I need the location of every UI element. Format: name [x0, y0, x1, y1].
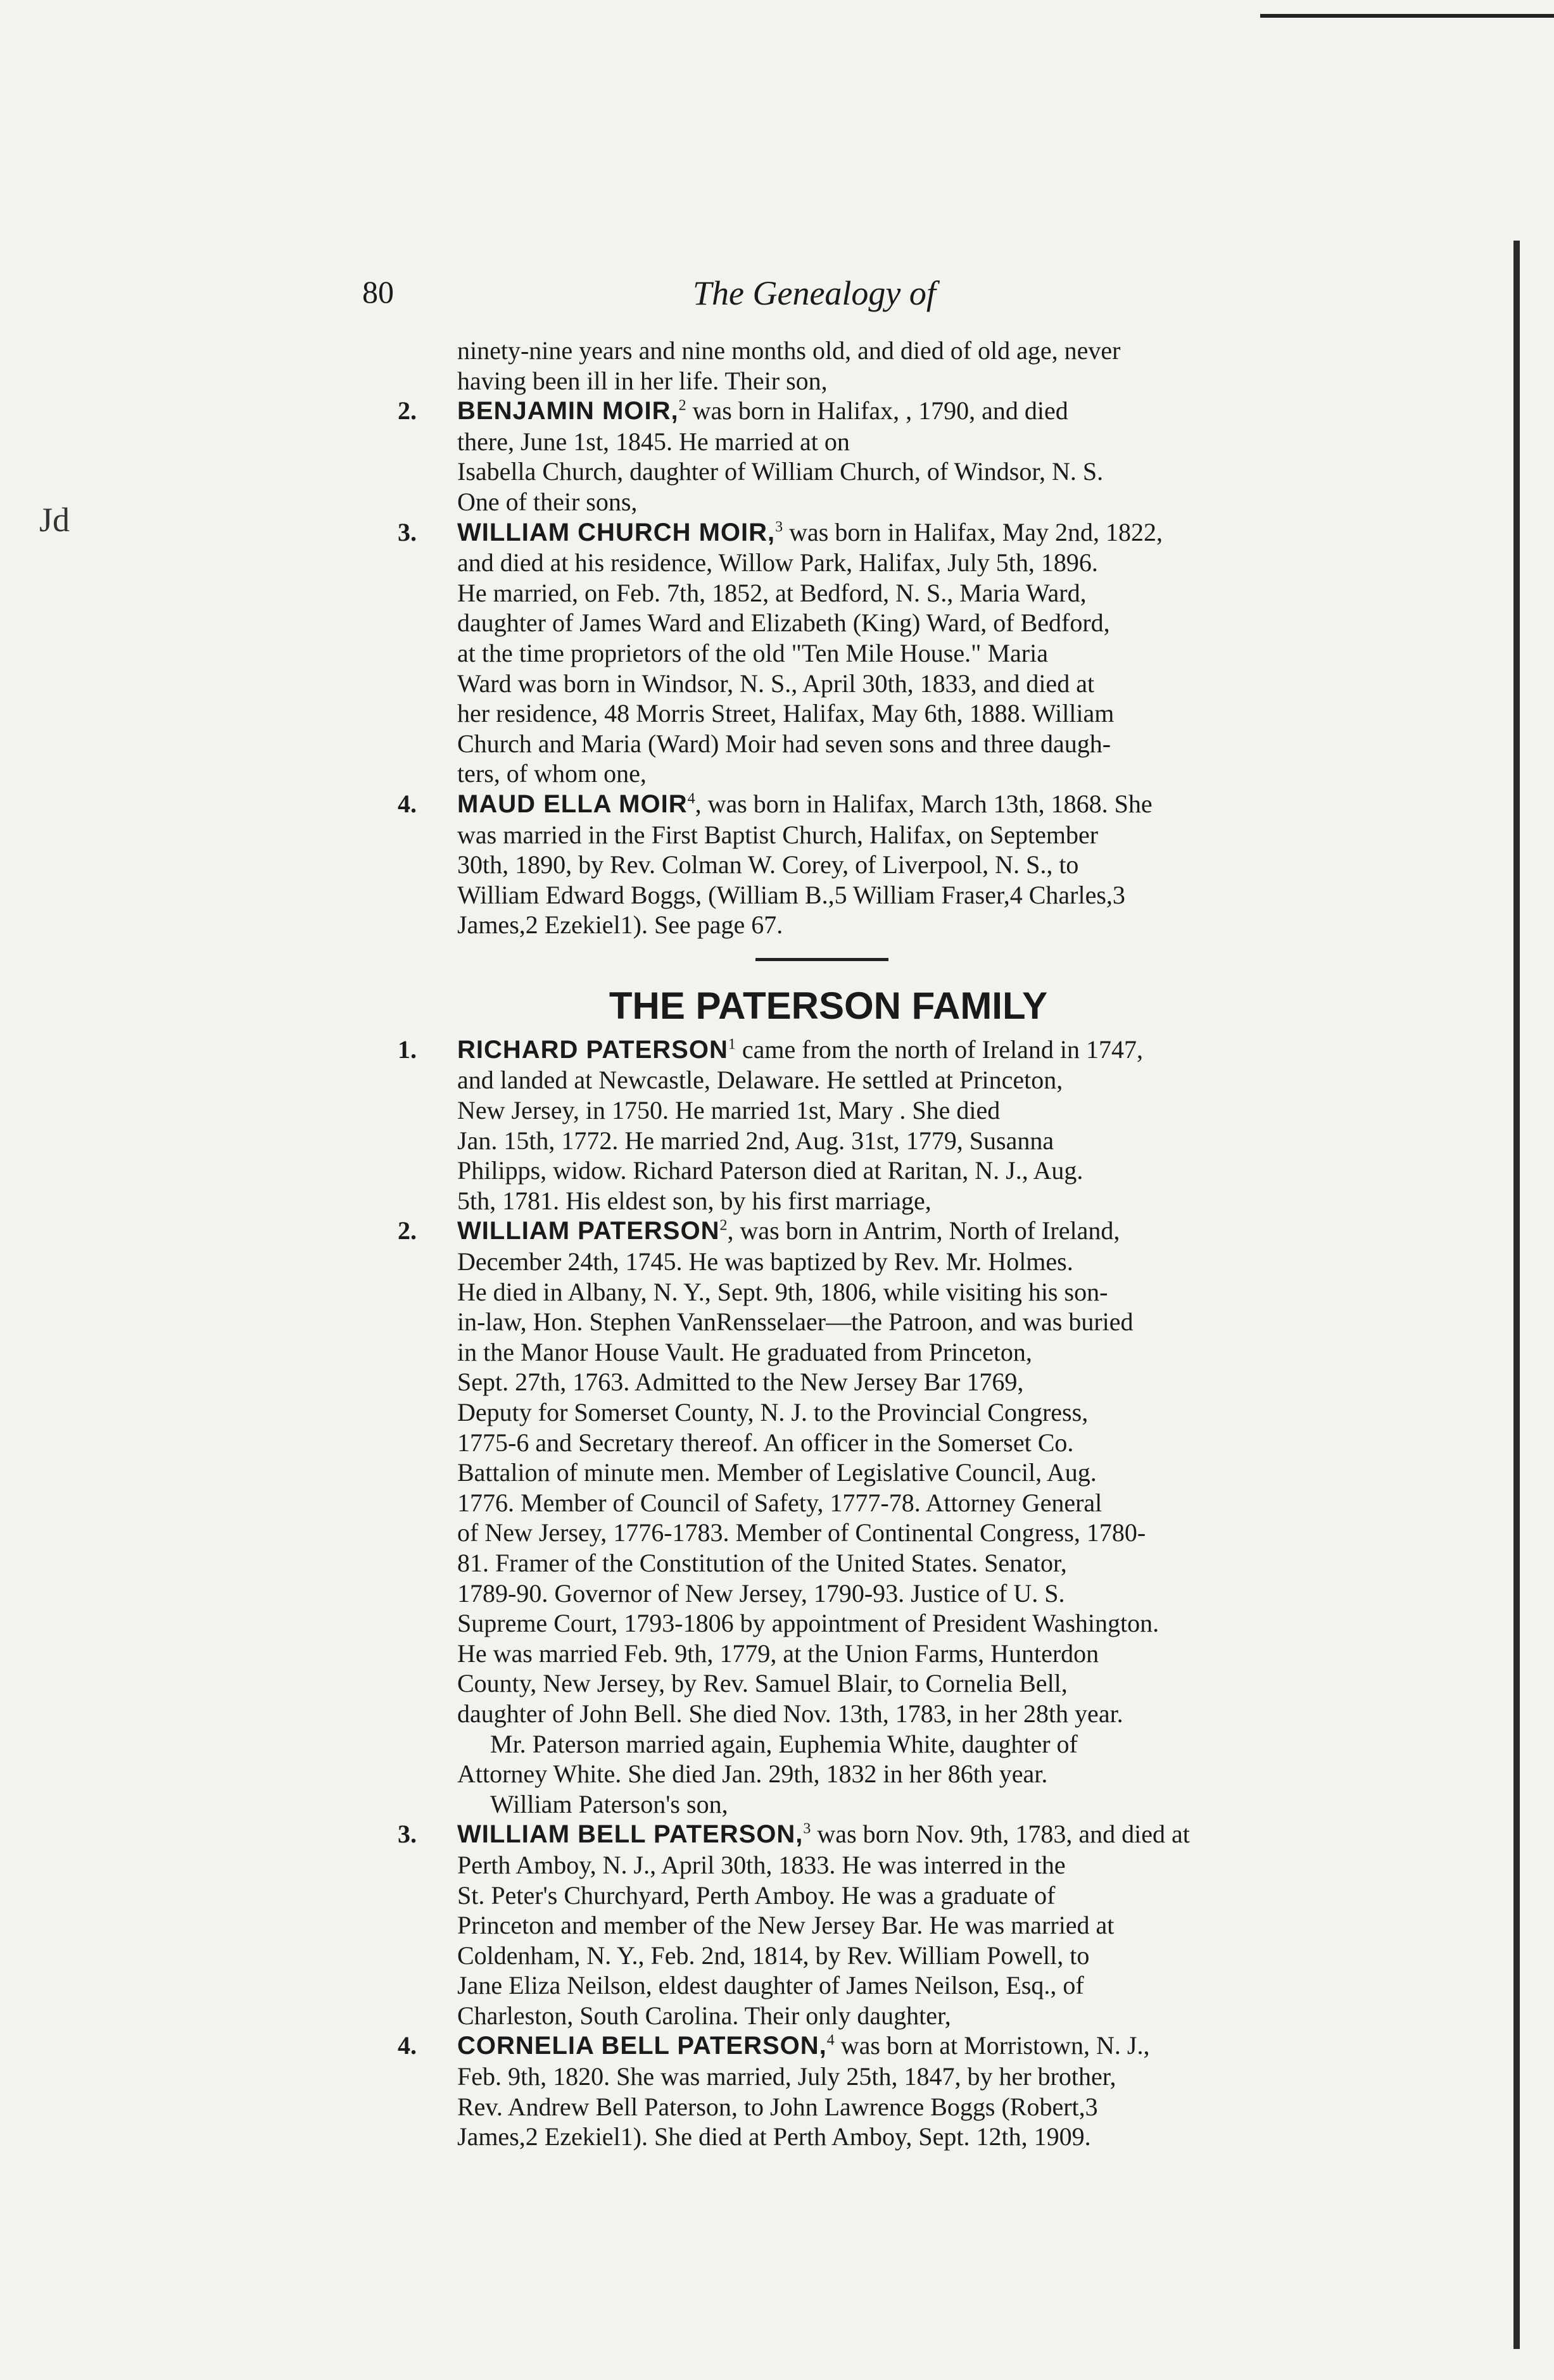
running-title: The Genealogy of [693, 274, 936, 312]
text-line: was married in the First Baptist Church, Halifax, on September [457, 820, 1099, 849]
text-line: James,2 Ezekiel1). See page 67. [457, 910, 783, 940]
generation-number: 3 [803, 1820, 811, 1837]
text-line: in the Manor House Vault. He graduated from Princeton, [457, 1337, 1032, 1366]
text-line: and died at his residence, Willow Park, Halifax, July 5th, 1896. [457, 548, 1098, 577]
person-name: WILLIAM PATERSON [457, 1217, 720, 1245]
genealogy-entry [398, 1035, 1373, 1216]
text-line: 1789-90. Governor of New Jersey, 1790-93. Justice of U. S. [457, 1578, 1065, 1608]
text-line: He died in Albany, N. Y., Sept. 9th, 1806, while visiting his son- [457, 1277, 1108, 1306]
text-line: WILLIAM BELL PATERSON,$^3$ was born Nov. 9th, 1783, and died at [457, 1820, 1190, 1849]
text-line: One of their sons, [457, 487, 638, 516]
text-line: Jane Eliza Neilson, eldest daughter of James Neilson, Esq., of [457, 1971, 1084, 2000]
genealogy-entry [398, 789, 1373, 940]
text-line: Supreme Court, 1793-1806 by appointment of President Washington. [457, 1609, 1159, 1638]
text-line: Princeton and member of the New Jersey Bar. He was married at [457, 1911, 1115, 1940]
entry-number: 3. [398, 517, 417, 546]
text-line: William Paterson's son, [490, 1789, 728, 1818]
intro-paragraph [398, 336, 1373, 396]
text-line: Feb. 9th, 1820. She was married, July 25th, 1847, by her brother, [457, 2062, 1116, 2091]
entry-number: 2. [398, 396, 417, 425]
text-line: MAUD ELLA MOIR$^4$, was born in Halifax, March 13th, 1868. She [457, 789, 1153, 818]
page-body [398, 336, 1373, 2152]
text-line: WILLIAM PATERSON$^2$, was born in Antrim, North of Ireland, [457, 1216, 1120, 1245]
genealogy-entry [398, 2031, 1373, 2151]
text-line: 1776. Member of Council of Safety, 1777-78. Attorney General [457, 1488, 1102, 1517]
text-line: December 24th, 1745. He was baptized by Rev. Mr. Holmes. [457, 1247, 1073, 1276]
entry-number: 2. [398, 1216, 417, 1245]
text-line: Attorney White. She died Jan. 29th, 1832 in her 86th year. [457, 1760, 1048, 1789]
section-title: THE PATERSON FAMILY [609, 984, 1048, 1027]
text-line: WILLIAM CHURCH MOIR,$^3$ was born in Halifax, May 2nd, 1822, [457, 517, 1163, 546]
person-name: WILLIAM BELL PATERSON, [457, 1820, 804, 1849]
moir-entries [398, 396, 1373, 940]
text-line: having been ill in her life. Their son, [457, 366, 828, 395]
text-line: Perth Amboy, N. J., April 30th, 1833. He was interred in the [457, 1850, 1066, 1879]
text-line: 30th, 1890, by Rev. Colman W. Corey, of Liverpool, N. S., to [457, 850, 1079, 879]
text-line: 81. Framer of the Constitution of the United States. Senator, [457, 1548, 1067, 1577]
text-line: ters, of whom one, [457, 759, 647, 788]
paterson-entries [398, 1035, 1373, 2152]
text-line: James,2 Ezekiel1). She died at Perth Amboy, Sept. 12th, 1909. [457, 2122, 1091, 2151]
text-line: her residence, 48 Morris Street, Halifax, May 6th, 1888. William [457, 699, 1115, 728]
page-header [362, 274, 1363, 318]
text-line: there, June 1st, 1845. He married at on [457, 427, 850, 456]
text-line: Deputy for Somerset County, N. J. to the Provincial Congress, [457, 1398, 1089, 1426]
entry-number: 1. [398, 1035, 417, 1064]
text-line: BENJAMIN MOIR,$^2$ was born in Halifax, , 1790, and died [457, 396, 1068, 425]
generation-number: 2 [719, 1218, 728, 1235]
text-line: Jan. 15th, 1772. He married 2nd, Aug. 31st, 1779, Susanna [457, 1126, 1054, 1155]
margin-annotation: Jd [39, 501, 70, 539]
person-name: MAUD ELLA MOIR [457, 790, 688, 818]
text-line: Battalion of minute men. Member of Legislative Council, Aug. [457, 1458, 1097, 1487]
text-line: William Edward Boggs, (William B.,5 William Fraser,4 Charles,3 [457, 880, 1125, 909]
text-line: and landed at Newcastle, Delaware. He settled at Princeton, [457, 1066, 1063, 1095]
top-edge-rule [1260, 14, 1554, 18]
person-name: CORNELIA BELL PATERSON, [457, 2032, 827, 2060]
text-line: He was married Feb. 9th, 1779, at the Union Farms, Hunterdon [457, 1639, 1099, 1668]
text-line: RICHARD PATERSON$^1$ came from the north of Ireland in 1747, [457, 1035, 1143, 1064]
section-divider [755, 958, 888, 961]
text-line: County, New Jersey, by Rev. Samuel Blair, to Cornelia Bell, [457, 1669, 1068, 1698]
text-line: 1775-6 and Secretary thereof. An officer in the Somerset Co. [457, 1428, 1074, 1457]
genealogy-entry [398, 1819, 1373, 2031]
person-name: BENJAMIN MOIR, [457, 397, 679, 425]
binding-edge-line [1513, 241, 1520, 2349]
text-line: CORNELIA BELL PATERSON,$^4$ was born at Morristown, N. J., [457, 2031, 1150, 2060]
text-line: Isabella Church, daughter of William Church, of Windsor, N. S. [457, 457, 1104, 486]
entry-number: 4. [398, 789, 417, 818]
person-name: WILLIAM CHURCH MOIR, [457, 518, 776, 546]
generation-number: 2 [678, 397, 686, 414]
generation-number: 3 [775, 519, 783, 536]
text-line: Philipps, widow. Richard Paterson died at Raritan, N. J., Aug. [457, 1156, 1083, 1185]
text-line: Charleston, South Carolina. Their only daughter, [457, 2001, 951, 2030]
text-line: Church and Maria (Ward) Moir had seven sons and three daugh- [457, 729, 1111, 758]
text-line: Mr. Paterson married again, Euphemia White, daughter of [490, 1729, 1078, 1758]
generation-number: 1 [728, 1036, 736, 1053]
person-name: RICHARD PATERSON [457, 1035, 728, 1064]
text-line: daughter of John Bell. She died Nov. 13th, 1783, in her 28th year. [457, 1699, 1123, 1728]
text-line: 5th, 1781. His eldest son, by his first marriage, [457, 1186, 932, 1215]
text-line: New Jersey, in 1750. He married 1st, Mary . She died [457, 1096, 1001, 1125]
entry-number: 3. [398, 1820, 417, 1849]
text-line: Ward was born in Windsor, N. S., April 30th, 1833, and died at [457, 669, 1095, 698]
text-line: ninety-nine years and nine months old, and died of old age, never [457, 336, 1121, 365]
text-line: in-law, Hon. Stephen VanRensselaer—the Patroon, and was buried [457, 1307, 1134, 1337]
text-line: of New Jersey, 1776-1783. Member of Continental Congress, 1780- [457, 1518, 1146, 1547]
genealogy-entry [398, 517, 1373, 789]
entry-number: 4. [398, 2031, 417, 2060]
genealogy-entry [398, 1216, 1373, 1819]
page-number: 80 [362, 274, 394, 310]
text-line: St. Peter's Churchyard, Perth Amboy. He was a graduate of [457, 1880, 1056, 1910]
generation-number: 4 [826, 2032, 835, 2049]
genealogy-entry [398, 396, 1373, 517]
text-line: Coldenham, N. Y., Feb. 2nd, 1814, by Rev. William Powell, to [457, 1941, 1090, 1970]
text-line: Rev. Andrew Bell Paterson, to John Lawrence Boggs (Robert,3 [457, 2092, 1098, 2121]
text-line: daughter of James Ward and Elizabeth (King) Ward, of Bedford, [457, 608, 1110, 638]
text-line: He married, on Feb. 7th, 1852, at Bedford, N. S., Maria Ward, [457, 578, 1087, 607]
text-line: at the time proprietors of the old "Ten Mile House." Maria [457, 638, 1048, 667]
text-line: Sept. 27th, 1763. Admitted to the New Jersey Bar 1769, [457, 1368, 1024, 1397]
generation-number: 4 [687, 790, 695, 807]
